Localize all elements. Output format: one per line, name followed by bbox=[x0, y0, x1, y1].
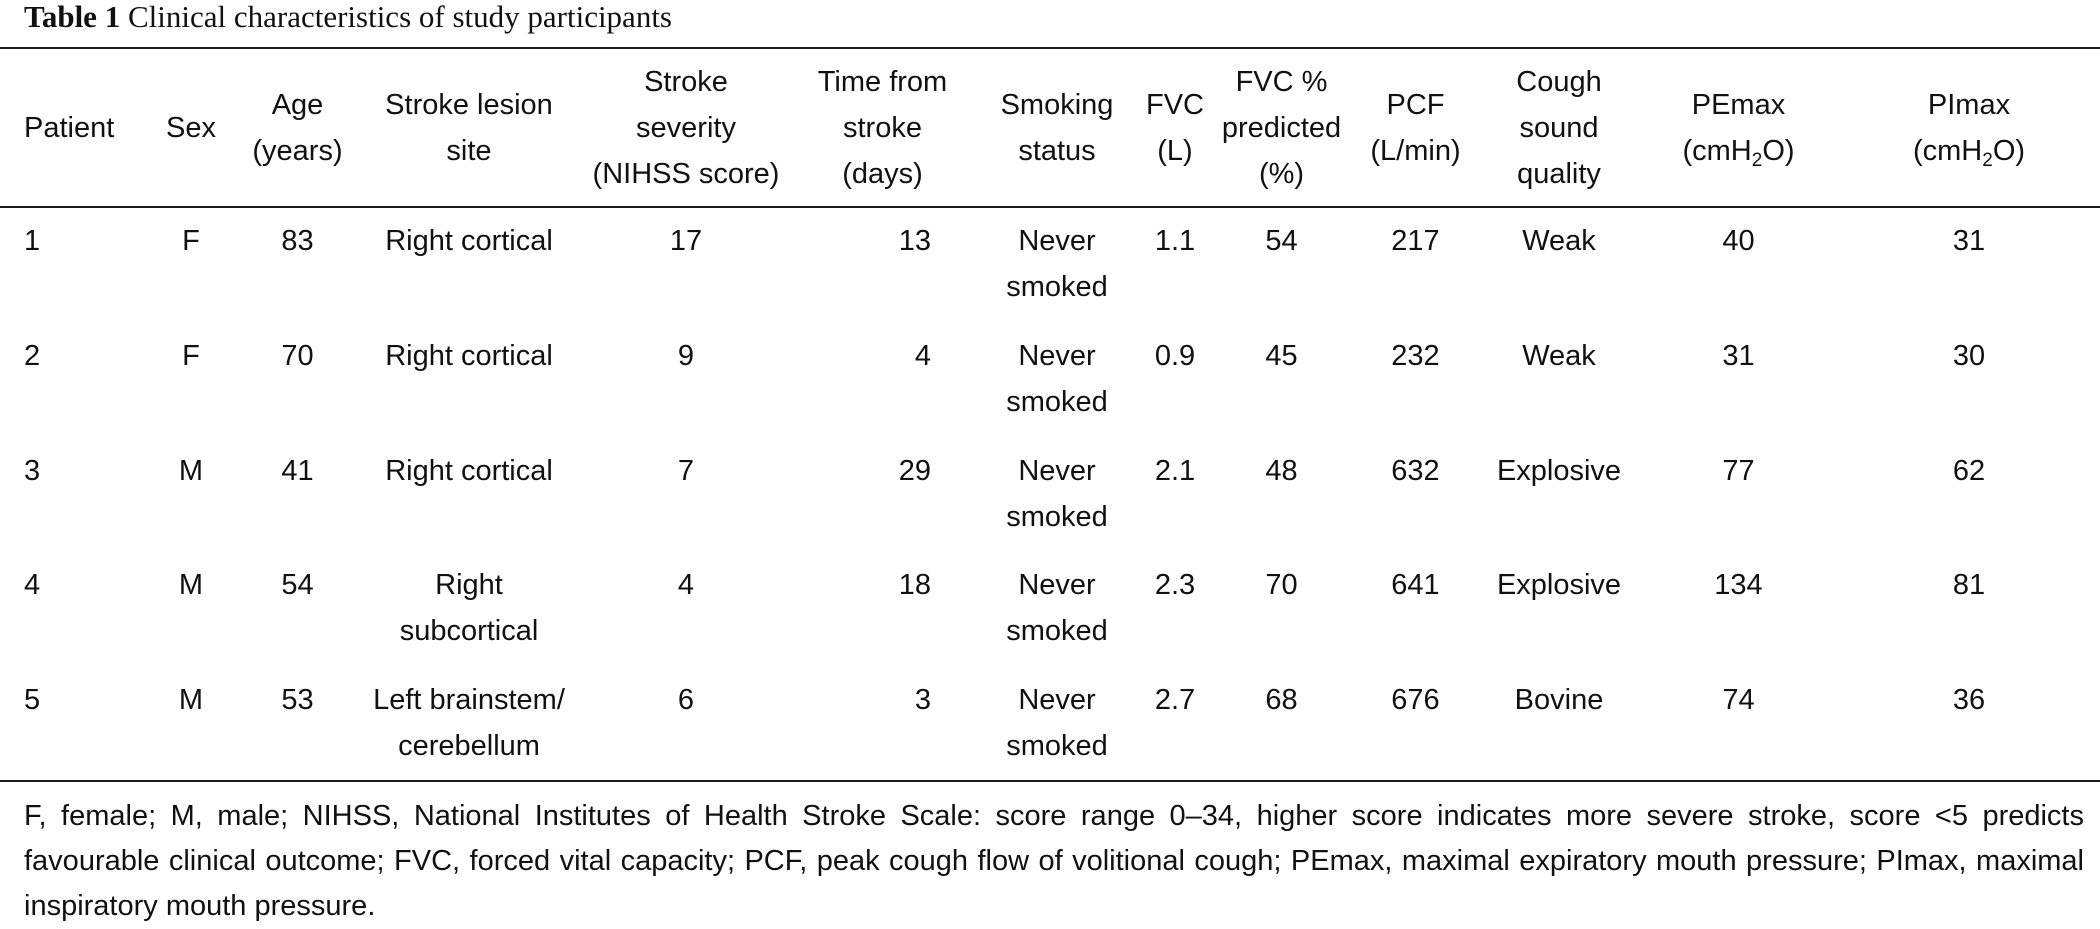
lesion-line: Right cortical bbox=[385, 454, 553, 487]
header-lesion-line: site bbox=[446, 134, 492, 167]
cell-smoking bbox=[975, 665, 1139, 780]
cell-severity: 17 bbox=[669, 225, 703, 257]
smoking-line: Never bbox=[1018, 339, 1096, 372]
cell-sex: M bbox=[178, 569, 204, 602]
header-fvc-predicted bbox=[1211, 49, 1352, 206]
cell-pemax: 134 bbox=[1714, 569, 1763, 602]
table-row bbox=[0, 436, 2100, 551]
cell-time: 13 bbox=[898, 225, 931, 257]
header-smoking-status bbox=[975, 49, 1139, 206]
header-pemax bbox=[1639, 49, 1838, 206]
cell-patient: 2 bbox=[24, 339, 41, 372]
header-pimax-unit bbox=[1838, 128, 2100, 174]
cell-lesion-site bbox=[356, 436, 582, 551]
unit-text: (cmH bbox=[1912, 134, 1983, 167]
cell-pimax: 36 bbox=[1952, 684, 1986, 717]
cell-fvc: 0.9 bbox=[1154, 339, 1196, 372]
cell-sex: M bbox=[178, 684, 204, 717]
header-fvc-predicted-line: (%) bbox=[1258, 157, 1305, 190]
cell-fvc-predicted: 48 bbox=[1265, 454, 1298, 487]
unit-text: (cmH bbox=[1682, 134, 1752, 167]
cell-age: 54 bbox=[281, 569, 314, 602]
cell-smoking bbox=[975, 206, 1139, 321]
cell-cough: Weak bbox=[1522, 225, 1596, 257]
cell-time: 18 bbox=[898, 569, 931, 602]
cell-pemax: 40 bbox=[1722, 225, 1755, 257]
cell-cough: Explosive bbox=[1496, 569, 1622, 602]
header-severity-line: Stroke bbox=[644, 65, 728, 98]
header-stroke-severity bbox=[582, 49, 790, 206]
table-row bbox=[0, 321, 2100, 436]
cell-fvc: 2.3 bbox=[1154, 569, 1196, 602]
header-time-line: stroke bbox=[843, 111, 922, 144]
table-bottom-rule bbox=[0, 780, 2100, 782]
header-lesion-site bbox=[356, 49, 582, 206]
header-pimax bbox=[1838, 49, 2100, 206]
cell-lesion-site bbox=[356, 321, 582, 436]
cell-pemax: 74 bbox=[1722, 684, 1755, 717]
smoking-line: Never bbox=[1018, 225, 1096, 257]
header-fvc-predicted-line: FVC % bbox=[1235, 65, 1328, 98]
header-pcf-line: (L/min) bbox=[1370, 134, 1461, 167]
cell-patient: 5 bbox=[24, 684, 41, 717]
header-pcf bbox=[1352, 49, 1479, 206]
unit-text: O) bbox=[1762, 134, 1795, 167]
header-cough-sound-quality bbox=[1479, 49, 1639, 206]
cell-sex: M bbox=[178, 454, 204, 487]
cell-severity: 6 bbox=[677, 684, 695, 717]
cell-fvc-predicted: 70 bbox=[1265, 569, 1298, 602]
table-row bbox=[0, 665, 2100, 780]
smoking-line: smoked bbox=[1006, 730, 1108, 763]
header-smoking-line: status bbox=[1018, 134, 1096, 167]
header-time-line: (days) bbox=[842, 157, 923, 190]
header-cough-line: quality bbox=[1517, 157, 1601, 190]
header-severity-line: (NIHSS score) bbox=[592, 157, 780, 190]
header-pemax-name: PEmax bbox=[1691, 88, 1786, 121]
table-row bbox=[0, 550, 2100, 665]
unit-text: O) bbox=[1992, 134, 2026, 167]
table-footnote: F, female; M, male; NIHSS, National Institutes of Health Stroke Scale: score range 0–34, higher score indicates more severe stroke, score <5 predicts favourable clinical outcome; FVC, forced vital capacity; PCF, peak cough flow of volitional cough; PEmax, maximal expiratory mouth pressure; PImax, maximal inspiratory mouth pressure. bbox=[24, 800, 2084, 922]
header-fvc-predicted-line: predicted bbox=[1221, 111, 1342, 144]
cell-fvc-predicted: 45 bbox=[1265, 339, 1298, 372]
table-caption-label: Table 1 bbox=[24, 0, 121, 34]
cell-pcf: 676 bbox=[1391, 684, 1440, 717]
cell-lesion-site bbox=[356, 206, 582, 321]
cell-time: 4 bbox=[914, 339, 931, 372]
header-fvc-line: FVC bbox=[1146, 88, 1204, 121]
header-severity-line: severity bbox=[636, 111, 736, 144]
cell-pcf: 217 bbox=[1391, 225, 1440, 257]
cell-sex: F bbox=[182, 225, 200, 257]
cell-severity: 4 bbox=[677, 569, 695, 602]
cell-severity: 9 bbox=[677, 339, 695, 372]
header-time-from-stroke bbox=[790, 49, 975, 206]
cell-sex: F bbox=[182, 339, 200, 372]
cell-fvc: 1.1 bbox=[1154, 225, 1196, 257]
header-patient: Patient bbox=[24, 111, 115, 144]
cell-age: 53 bbox=[281, 684, 314, 717]
header-lesion-line: Stroke lesion bbox=[385, 88, 553, 121]
cell-smoking bbox=[975, 436, 1139, 551]
header-pemax-unit bbox=[1639, 128, 1838, 174]
header-fvc-line: (L) bbox=[1157, 134, 1193, 167]
cell-pcf: 632 bbox=[1391, 454, 1440, 487]
cell-cough: Bovine bbox=[1514, 684, 1604, 717]
cell-age: 41 bbox=[281, 454, 314, 487]
cell-lesion-site bbox=[356, 550, 582, 665]
smoking-line: smoked bbox=[1006, 615, 1108, 648]
cell-patient: 1 bbox=[24, 225, 41, 257]
cell-fvc: 2.7 bbox=[1154, 684, 1196, 717]
lesion-line: cerebellum bbox=[398, 730, 540, 763]
cell-lesion-site bbox=[356, 665, 582, 780]
cell-pemax: 77 bbox=[1722, 454, 1755, 487]
cell-time: 29 bbox=[898, 454, 931, 487]
lesion-line: subcortical bbox=[399, 615, 539, 648]
table-row bbox=[0, 206, 2100, 321]
table-caption-text: Clinical characteristics of study participants bbox=[127, 0, 672, 34]
cell-smoking bbox=[975, 550, 1139, 665]
lesion-line: Left brainstem/ bbox=[373, 684, 565, 717]
header-age-line: (years) bbox=[252, 134, 343, 167]
header-age bbox=[239, 49, 356, 206]
header-cough-line: Cough bbox=[1516, 65, 1602, 98]
smoking-line: smoked bbox=[1006, 500, 1108, 533]
header-cough-line: sound bbox=[1519, 111, 1599, 144]
smoking-line: Never bbox=[1018, 569, 1096, 602]
cell-patient: 4 bbox=[24, 569, 41, 602]
unit-subscript: 2 bbox=[1751, 149, 1763, 171]
lesion-line: Right cortical bbox=[385, 225, 553, 257]
cell-pimax: 81 bbox=[1952, 569, 1986, 602]
header-pcf-line: PCF bbox=[1386, 88, 1445, 121]
unit-subscript: 2 bbox=[1982, 149, 1993, 171]
table-header-row bbox=[0, 49, 2100, 206]
header-sex: Sex bbox=[166, 111, 216, 144]
smoking-line: Never bbox=[1018, 684, 1096, 717]
cell-fvc-predicted: 68 bbox=[1265, 684, 1298, 717]
cell-cough: Weak bbox=[1522, 339, 1596, 372]
header-smoking-line: Smoking bbox=[1000, 88, 1114, 121]
header-pimax-name: PImax bbox=[1927, 88, 2011, 121]
clinical-characteristics-table bbox=[0, 49, 2100, 780]
cell-pimax: 30 bbox=[1952, 339, 1986, 372]
cell-pimax: 62 bbox=[1952, 454, 1986, 487]
smoking-line: smoked bbox=[1006, 385, 1108, 418]
cell-pemax: 31 bbox=[1722, 339, 1755, 372]
cell-severity: 7 bbox=[677, 454, 695, 487]
header-time-line: Time from bbox=[817, 65, 948, 98]
smoking-line: smoked bbox=[1006, 271, 1108, 303]
lesion-line: Right bbox=[435, 569, 503, 602]
cell-age: 70 bbox=[281, 339, 314, 372]
lesion-line: Right cortical bbox=[385, 339, 553, 372]
cell-smoking bbox=[975, 321, 1139, 436]
cell-pcf: 232 bbox=[1391, 339, 1440, 372]
cell-fvc-predicted: 54 bbox=[1265, 225, 1298, 257]
smoking-line: Never bbox=[1018, 454, 1096, 487]
cell-cough: Explosive bbox=[1496, 454, 1622, 487]
table-caption bbox=[24, 0, 672, 36]
header-age-line: Age bbox=[271, 88, 324, 121]
cell-time: 3 bbox=[914, 684, 931, 717]
cell-pcf: 641 bbox=[1391, 569, 1440, 602]
cell-patient: 3 bbox=[24, 454, 41, 487]
cell-pimax: 31 bbox=[1952, 225, 1986, 257]
cell-fvc: 2.1 bbox=[1154, 454, 1196, 487]
header-fvc bbox=[1139, 49, 1211, 206]
cell-age: 83 bbox=[281, 225, 314, 257]
